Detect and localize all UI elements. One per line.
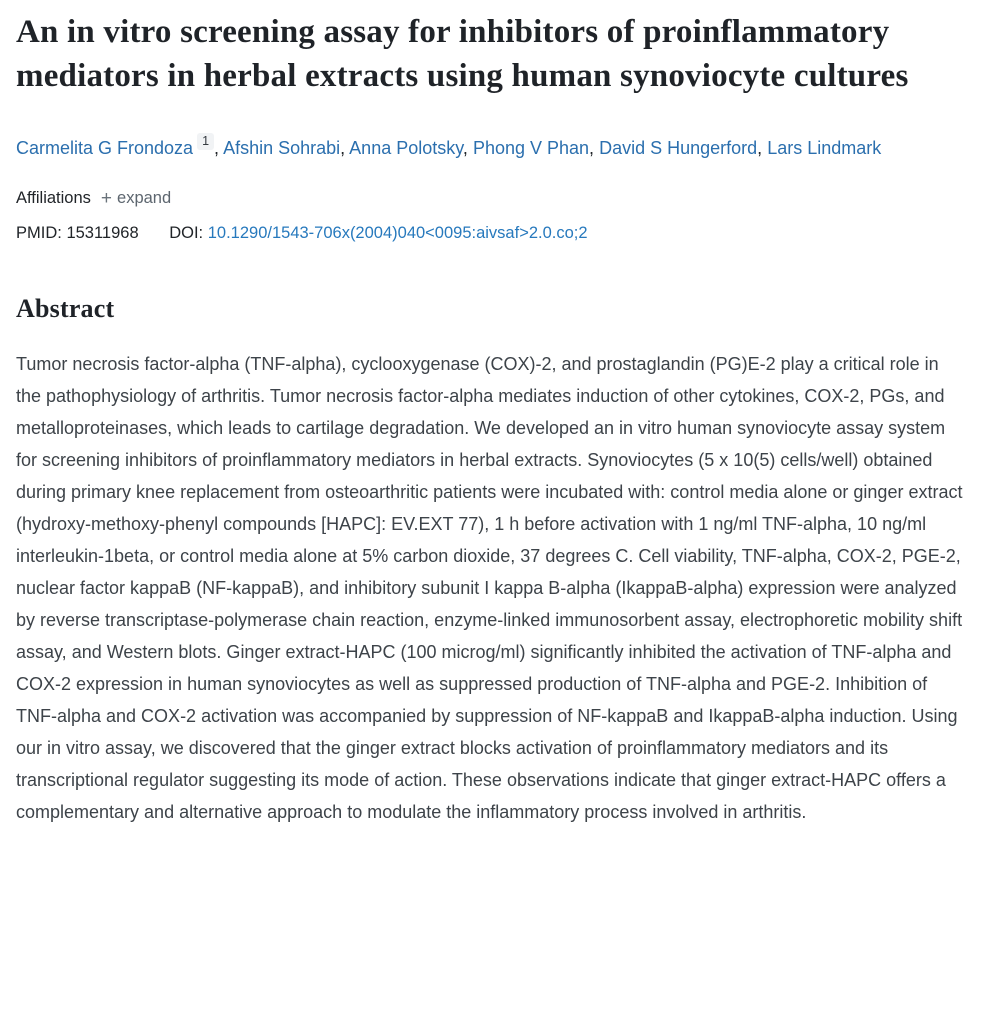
article-title: An in vitro screening assay for inhibitors of proinflammatory mediators in herbal extracts using human synoviocyte cultures	[16, 14, 909, 94]
plus-icon: +	[100, 187, 113, 209]
author-separator: ,	[214, 138, 220, 158]
author-link[interactable]: Afshin Sohrabi	[223, 138, 341, 158]
author-link[interactable]: Carmelita G Frondoza	[16, 138, 194, 158]
author-item	[767, 138, 881, 158]
pmid-label: PMID:	[16, 224, 62, 242]
affiliations-row	[16, 187, 982, 209]
authors-list	[16, 132, 956, 165]
doi-item	[169, 224, 587, 242]
author-separator: ,	[340, 138, 346, 158]
author-item	[223, 138, 349, 158]
pmid-item	[16, 224, 143, 242]
author-link[interactable]: Phong V Phan	[472, 138, 590, 158]
author-separator: ,	[589, 138, 595, 158]
affiliations-expand-button[interactable]	[101, 187, 171, 209]
author-link[interactable]: Lars Lindmark	[767, 138, 882, 158]
author-link[interactable]: Anna Polotsky	[349, 138, 463, 158]
author-item	[349, 138, 473, 158]
expand-label: expand	[117, 189, 172, 207]
author-affiliation-sup[interactable]: 1	[197, 133, 214, 150]
identifiers-row	[16, 222, 982, 244]
author-item	[599, 138, 767, 158]
author-separator: ,	[462, 138, 468, 158]
pmid-value: 15311968	[66, 224, 139, 242]
author-separator: ,	[757, 138, 763, 158]
abstract-heading: Abstract	[16, 294, 115, 323]
abstract-text: Tumor necrosis factor-alpha (TNF-alpha), cyclooxygenase (COX)-2, and prostaglandin (PG)E-2 play a critical role in the pathophysiology of arthritis. Tumor necrosis factor-alpha mediates induction of other cytokines, COX-2, PGs, and metalloproteinases, which leads to cartilage degradation. We developed an in vitro human synoviocyte assay system for screening inhibitors of proinflammatory mediators in herbal extracts. Synoviocytes (5 x 10(5) cells/well) obtained during primary knee replacement from osteoarthritic patients were incubated with: control media alone or ginger extract (hydroxy-methoxy-phenyl compounds [HAPC]: EV.EXT 77), 1 h before activation with 1 ng/ml TNF-alpha, 10 ng/ml interleukin-1beta, or control media alone at 5% carbon dioxide, 37 degrees C. Cell viability, TNF-alpha, COX-2, PGE-2, nuclear factor kappaB (NF-kappaB), and inhibitory subunit I kappa B-alpha (IkappaB-alpha) expression were analyzed by reverse transcriptase-polymerase chain reaction, enzyme-linked immunosorbent assay, electrophoretic mobility shift assay, and Western blots. Ginger extract-HAPC (100 microg/ml) significantly inhibited the activation of TNF-alpha and COX-2 expression in human synoviocytes as well as suppressed production of TNF-alpha and PGE-2. Inhibition of TNF-alpha and COX-2 activation was accompanied by suppression of NF-kappaB and IkappaB-alpha induction. Using our in vitro assay, we discovered that the ginger extract blocks activation of proinflammatory mediators and its transcriptional regulator suggesting its mode of action. These observations indicate that ginger extract-HAPC offers a complementary and alternative approach to modulate the inflammatory process involved in arthritis.	[16, 354, 963, 822]
author-item	[16, 134, 223, 158]
author-link[interactable]: David S Hungerford	[599, 138, 758, 158]
affiliations-label: Affiliations	[16, 189, 91, 207]
doi-link[interactable]: 10.1290/1543-706x(2004)040<0095:aivsaf>2.0.co;2	[207, 224, 588, 242]
author-item	[473, 138, 599, 158]
doi-label: DOI:	[169, 224, 204, 242]
